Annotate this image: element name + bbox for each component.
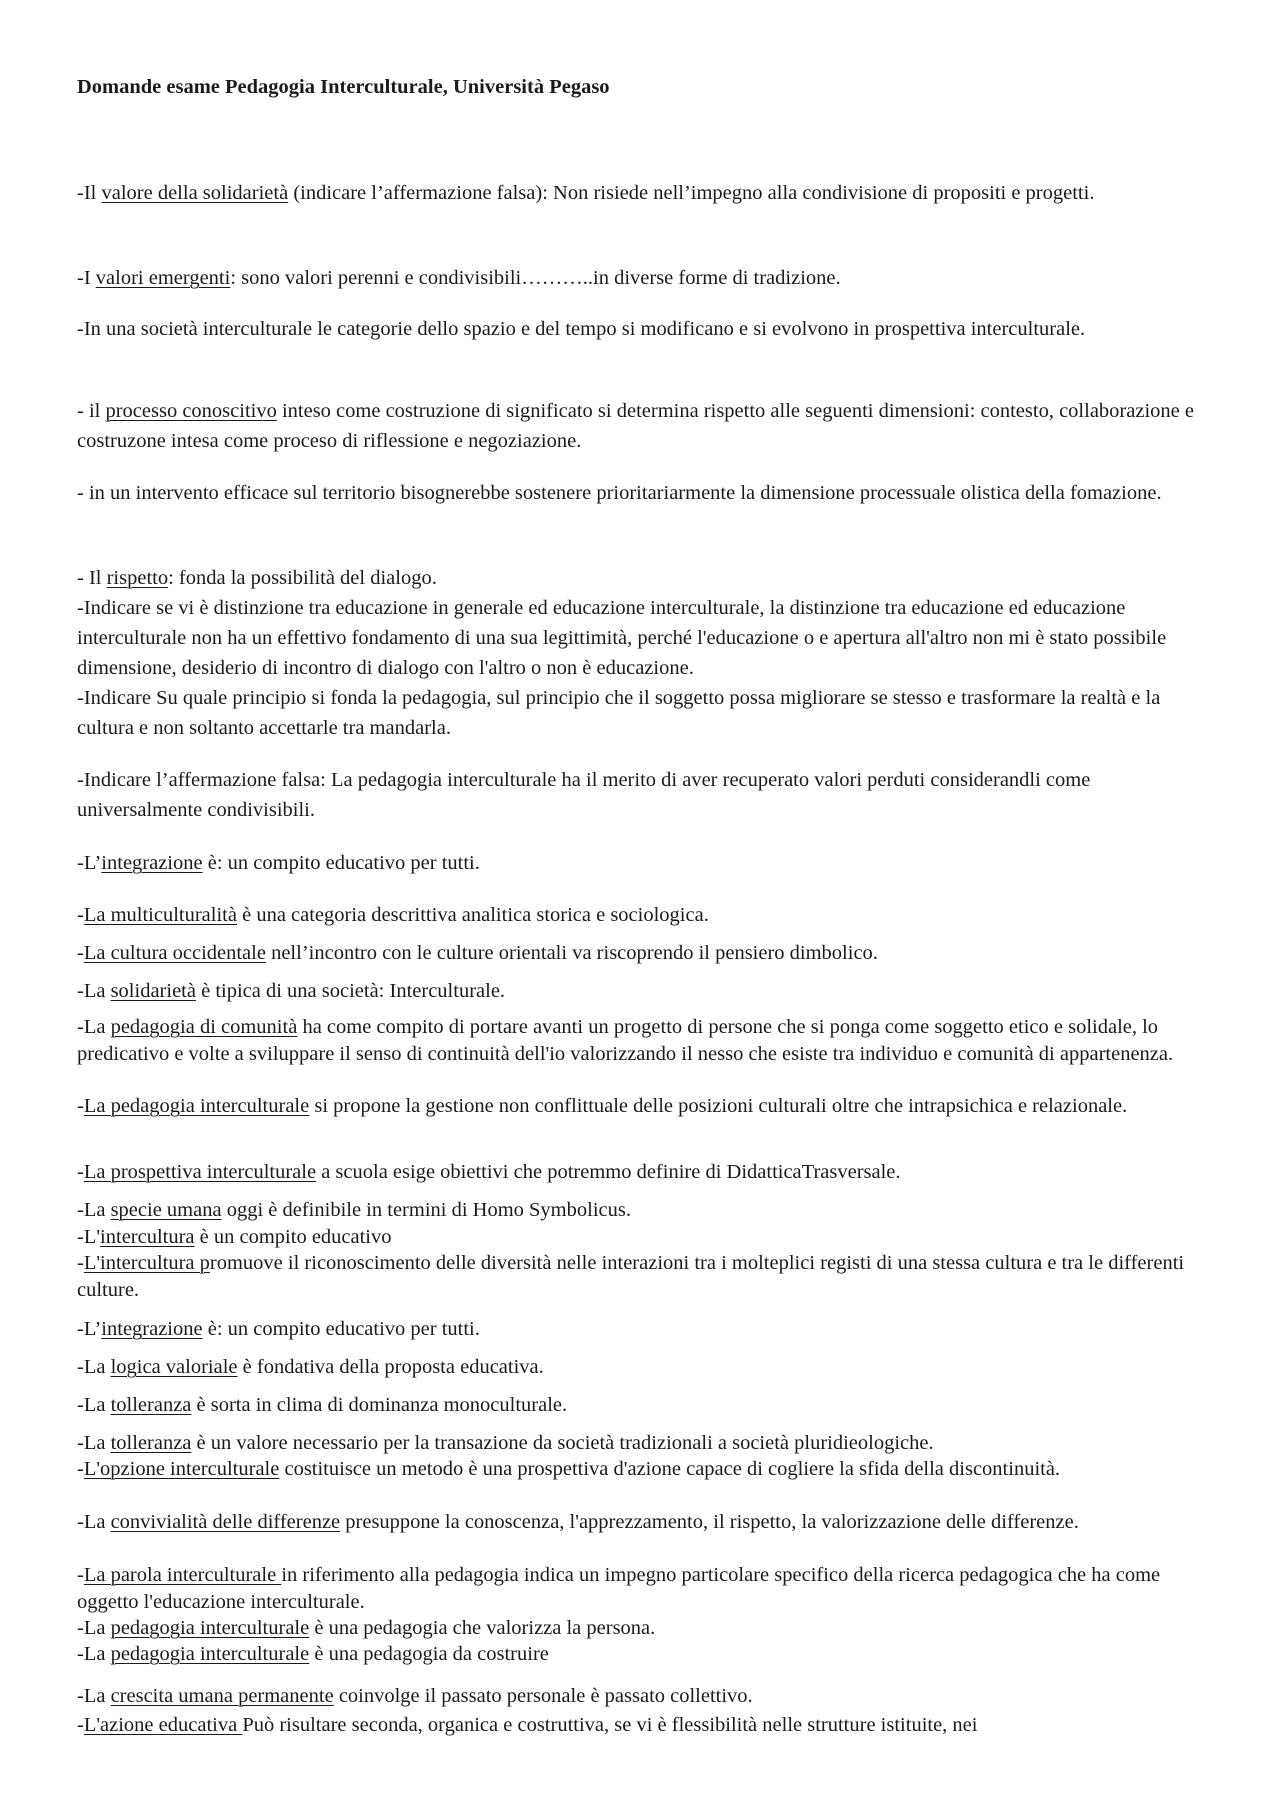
paragraph-text: - — [77, 1161, 84, 1183]
paragraph-text: è fondativa della proposta educativa. — [237, 1356, 544, 1378]
paragraph-text: ha come compito di portare avanti un progetto di persone che si ponga come soggetto etico e solidale, lo predicativo e volte a sviluppare il senso di continuità dell'io valorizzando il nesso che esiste tra individuo e comunità di appartenenza. — [77, 1016, 1174, 1065]
question-paragraph — [77, 396, 1217, 456]
paragraph-text: -La — [77, 1016, 111, 1038]
question-paragraph — [77, 938, 1217, 968]
question-paragraph — [77, 1250, 1217, 1304]
underlined-term: specie umana — [110, 1199, 222, 1221]
underlined-term: valore della solidarietà — [101, 182, 289, 204]
paragraph-text: -La — [77, 1511, 111, 1533]
paragraph-text: è una pedagogia da costruire — [309, 1643, 549, 1665]
paragraph-text: - — [77, 904, 84, 926]
paragraph-text: - — [77, 1458, 84, 1480]
paragraph-text: a scuola esige obiettivi che potremmo definire di DidatticaTrasversale. — [316, 1161, 901, 1183]
underlined-term: integrazione — [101, 1318, 203, 1340]
paragraph-text: - in un intervento efficace sul territorio bisognerebbe sostenere prioritariarmente la dimensione processuale olistica della fomazione. — [77, 482, 1162, 504]
underlined-term: L'azione educativa — [83, 1714, 243, 1736]
question-paragraph — [77, 1681, 1217, 1711]
underlined-term: intercultura — [100, 1226, 195, 1248]
paragraph-text: oggi è definibile in termini di Homo Symbolicus. — [221, 1199, 631, 1221]
paragraph-text: è una pedagogia che valorizza la persona. — [309, 1617, 656, 1639]
paragraph-text: è: un compito educativo per tutti. — [202, 852, 480, 874]
paragraph-text: : sono valori perenni e condivisibili………..in diverse forme di tradizione. — [230, 267, 841, 289]
question-paragraph — [77, 1430, 1217, 1457]
question-paragraph — [77, 1509, 1217, 1536]
underlined-term: valori emergenti — [95, 267, 231, 289]
question-paragraph — [77, 765, 1217, 825]
paragraph-text: è una categoria descrittiva analitica storica e sociologica. — [236, 904, 709, 926]
paragraph-text: -Il — [77, 182, 102, 204]
underlined-term: pedagogia interculturale — [110, 1617, 310, 1639]
underlined-term: logica valoriale — [110, 1356, 238, 1378]
paragraph-text: -La — [77, 980, 111, 1002]
question-paragraph — [77, 263, 1217, 293]
question-paragraph — [77, 900, 1217, 930]
paragraph-text: Può risultare seconda, organica e costruttiva, se vi è flessibilità nelle strutture istituite, nei — [242, 1714, 978, 1736]
question-paragraph — [77, 1615, 1217, 1642]
question-paragraph — [77, 1224, 1217, 1251]
paragraph-text: è sorta in clima di dominanza monoculturale. — [191, 1394, 568, 1416]
paragraph-text: - — [77, 1252, 84, 1274]
paragraph-text: è un compito educativo — [194, 1226, 392, 1248]
underlined-term: La pedagogia interculturale — [83, 1095, 310, 1117]
paragraph-text: -La — [77, 1356, 111, 1378]
underlined-term: La parola interculturale — [83, 1564, 282, 1586]
paragraph-text: -L’ — [77, 852, 102, 874]
question-paragraph — [77, 1352, 1217, 1382]
question-paragraph — [77, 1710, 1217, 1740]
paragraph-text: -L' — [77, 1226, 101, 1248]
question-paragraph — [77, 1390, 1217, 1420]
paragraph-text: in riferimento alla pedagogia indica un impegno particolare specifico della ricerca pedagogica che ha come oggetto l'educazione interculturale. — [77, 1564, 1161, 1613]
question-paragraph — [77, 1157, 1217, 1187]
paragraph-text: si propone la gestione non conflittuale delle posizioni culturali oltre che intrapsichica e relazionale. — [309, 1095, 1128, 1117]
paragraph-text: - il — [77, 400, 106, 422]
paragraph-text: -La — [77, 1394, 111, 1416]
underlined-term: tolleranza — [110, 1394, 192, 1416]
underlined-term: crescita umana permanente — [110, 1685, 334, 1707]
paragraph-text: - — [77, 1714, 84, 1736]
paragraph-text: è tipica di una società: Interculturale. — [195, 980, 506, 1002]
underlined-term: processo conoscitivo — [105, 400, 277, 422]
paragraph-text: : fonda la possibilità del dialogo. — [168, 567, 437, 589]
question-paragraph — [77, 976, 1217, 1006]
underlined-term: pedagogia interculturale — [110, 1643, 310, 1665]
paragraph-text: -In una società interculturale le categorie dello spazio e del tempo si modificano e si evolvono in prospettiva interculturale. — [77, 318, 1086, 340]
paragraph-text: -La — [77, 1617, 111, 1639]
question-paragraph — [77, 1197, 1217, 1224]
paragraph-text: costituisce un metodo è una prospettiva d'azione capace di cogliere la sfida della discontinuità. — [279, 1458, 1061, 1480]
paragraph-text: -La — [77, 1685, 111, 1707]
paragraph-text: -Indicare Su quale principio si fonda la pedagogia, sul principio che il soggetto possa migliorare se stesso e trasformare la realtà e la cultura e non soltanto accettarle tra mandarla. — [77, 687, 1161, 739]
question-paragraph — [77, 1641, 1217, 1668]
question-paragraph — [77, 1314, 1217, 1344]
paragraph-text: nell’incontro con le culture orientali va riscoprendo il pensiero dimbolico. — [265, 942, 878, 964]
document-title: Domande esame Pedagogia Interculturale, Università Pegaso — [77, 76, 610, 98]
underlined-term: convivialità delle differenze — [110, 1511, 341, 1533]
paragraph-text: coinvolge il passato personale è passato collettivo. — [333, 1685, 753, 1707]
paragraph-text: - — [77, 1564, 84, 1586]
question-paragraph — [77, 848, 1217, 878]
question-paragraph — [77, 593, 1217, 683]
underlined-term: L'intercultura p — [83, 1252, 210, 1274]
underlined-term: rispetto — [106, 567, 169, 589]
underlined-term: tolleranza — [110, 1432, 192, 1454]
paragraph-text: - — [77, 1095, 84, 1117]
paragraph-text: -La — [77, 1643, 111, 1665]
underlined-term: La multiculturalità — [83, 904, 237, 926]
underlined-term: La cultura occidentale — [83, 942, 266, 964]
underlined-term: La prospettiva interculturale — [83, 1161, 317, 1183]
paragraph-text: è un valore necessario per la transazione da società tradizionali a società pluridieologiche. — [191, 1432, 934, 1454]
question-paragraph — [77, 1093, 1217, 1120]
paragraph-text: - — [77, 942, 84, 964]
question-paragraph — [77, 683, 1217, 743]
paragraph-text: inteso come costruzione di significato si determina rispetto alle seguenti dimensioni: contesto, collaborazione e costruzone intesa come proceso di riflessione e negoziazione. — [77, 400, 1194, 452]
paragraph-text: -La — [77, 1432, 111, 1454]
question-paragraph — [77, 1014, 1217, 1068]
paragraph-text: romuove il riconoscimento delle diversità nelle interazioni tra i molteplici registi di una stessa cultura e tra le differenti culture. — [77, 1252, 1185, 1301]
paragraph-text: (indicare l’affermazione falsa): Non risiede nell’impegno alla condivisione di propositi e progetti. — [288, 182, 1095, 204]
paragraph-text: - Il — [77, 567, 107, 589]
underlined-term: pedagogia di comunità — [110, 1016, 298, 1038]
question-paragraph — [77, 1456, 1217, 1483]
paragraph-text: -La — [77, 1199, 111, 1221]
paragraph-text: è: un compito educativo per tutti. — [202, 1318, 480, 1340]
question-paragraph — [77, 478, 1217, 508]
question-paragraph — [77, 314, 1217, 344]
question-paragraph — [77, 1562, 1217, 1616]
underlined-term: L'opzione interculturale — [83, 1458, 280, 1480]
paragraph-text: -L’ — [77, 1318, 102, 1340]
paragraph-text: -Indicare se vi è distinzione tra educazione in generale ed educazione interculturale, la distinzione tra educazione ed educazione interculturale non ha un effettivo fondamento di una sua legittimità, perché l'educazione o e apertura all'altro non mi è stato possibile dimensione, desiderio di incontro di dialogo con l'altro o non è educazione. — [77, 597, 1167, 679]
question-paragraph — [77, 178, 1217, 208]
question-paragraph — [77, 563, 1217, 593]
paragraph-text: -I — [77, 267, 96, 289]
paragraph-text: -Indicare l’affermazione falsa: La pedagogia interculturale ha il merito di aver recuperato valori perduti considerandli come universalmente condivisibili. — [77, 769, 1091, 821]
underlined-term: solidarietà — [110, 980, 196, 1002]
underlined-term: integrazione — [101, 852, 203, 874]
paragraph-text: presuppone la conoscenza, l'apprezzamento, il rispetto, la valorizzazione delle differenze. — [340, 1511, 1079, 1533]
